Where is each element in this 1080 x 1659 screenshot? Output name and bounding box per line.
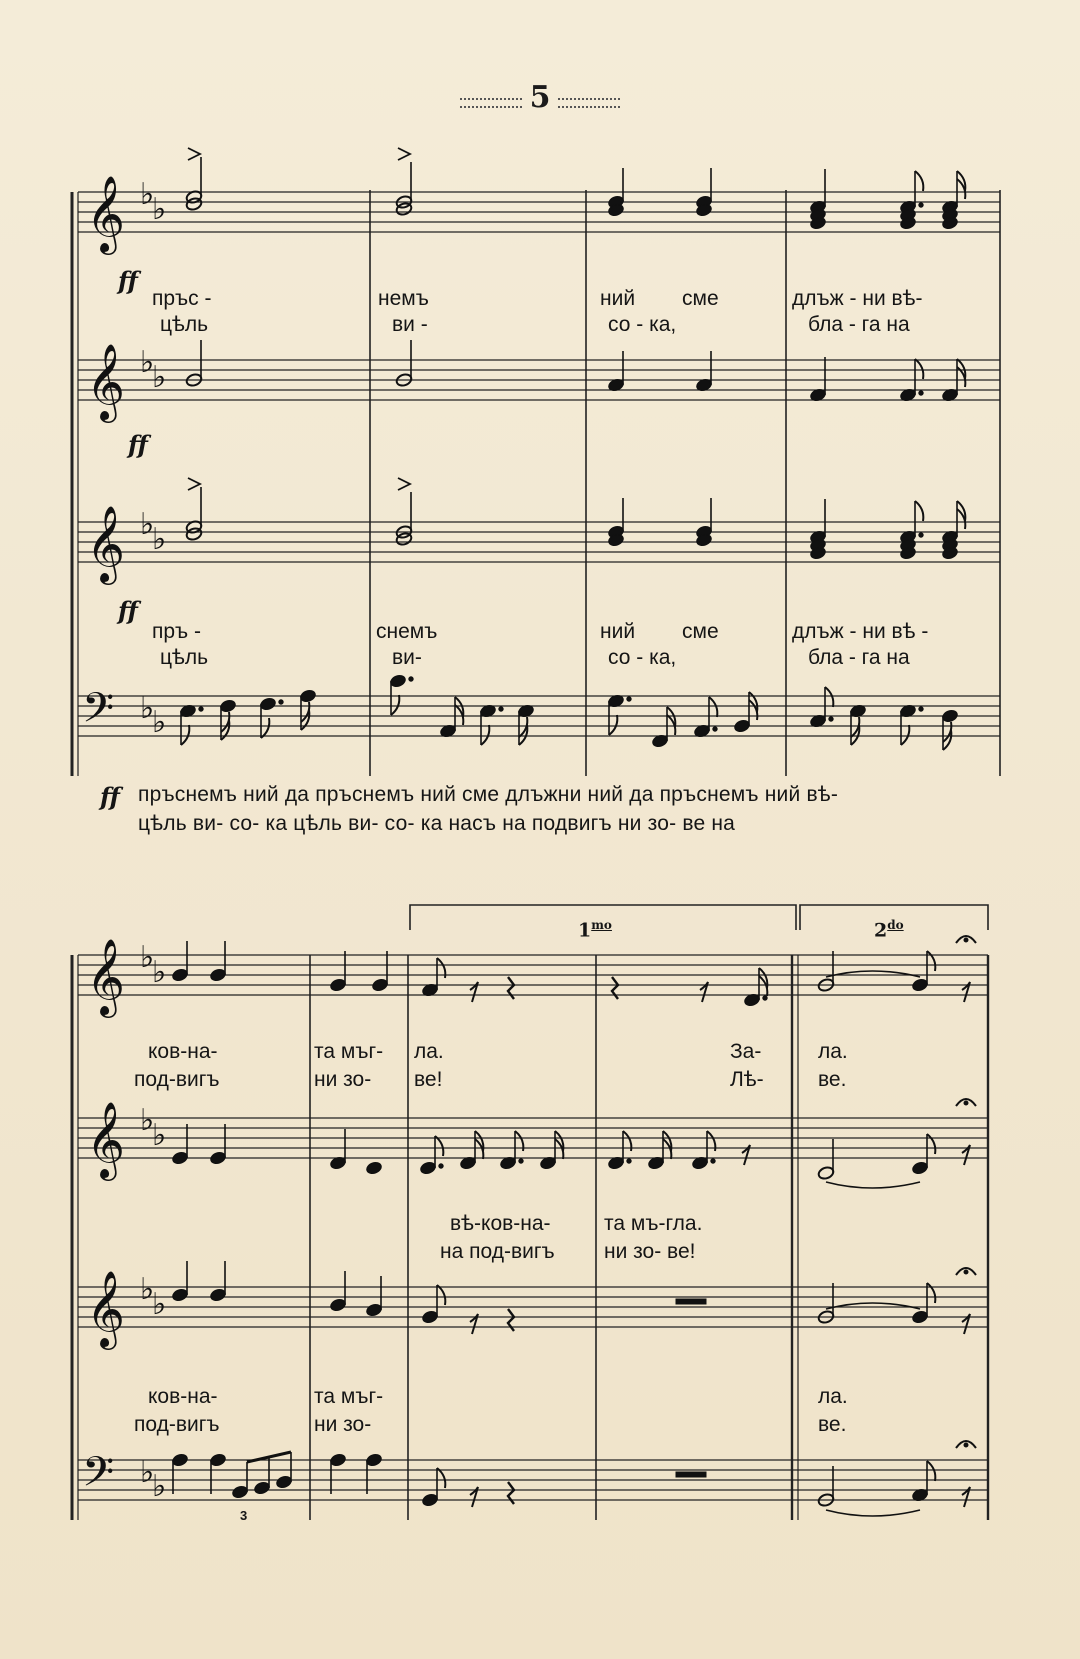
lyric: та мъ-гла. (604, 1212, 703, 1235)
lyric: под-вигъ (134, 1068, 220, 1091)
lyric: длъж - ни вѣ - (792, 620, 929, 643)
note-head (299, 689, 317, 704)
dynamic-ff: ff (118, 596, 138, 625)
flat-icon: ♭ (140, 177, 155, 212)
fermata-dot (964, 1270, 968, 1274)
note-flag (481, 725, 489, 745)
lyric: ла. (414, 1040, 444, 1063)
dynamic-ff: ff (100, 782, 120, 811)
note-flag (915, 359, 923, 379)
flat-icon: ♭ (152, 1118, 167, 1153)
note-head (209, 1151, 227, 1166)
tie (826, 971, 920, 977)
lyric: бла - га на (808, 646, 910, 669)
note-flag (901, 725, 909, 745)
note-dot (829, 717, 833, 721)
note-dot (439, 1164, 443, 1168)
quarter-rest (508, 1482, 514, 1504)
note-dot (519, 1159, 523, 1163)
flat-icon: ♭ (152, 955, 167, 990)
lyric: та мъг- (314, 1040, 384, 1063)
lyric: цѣль (160, 646, 209, 669)
lyric: ни зо- ве! (604, 1240, 696, 1263)
lyric: ве. (818, 1413, 847, 1436)
multi-rest (676, 1299, 706, 1304)
lyric: ла. (818, 1040, 848, 1063)
treble-clef-icon: 𝄞 (86, 505, 126, 582)
lyric: цѣль (160, 313, 209, 336)
note-dot (919, 707, 923, 711)
lyric: длъж - ни вѣ- (792, 287, 923, 310)
note-dot (919, 533, 923, 537)
note-dot (279, 700, 283, 704)
note-head (275, 1475, 293, 1490)
note-dot (409, 677, 413, 681)
lyric: ви - (392, 313, 428, 336)
lyric-line: пръснемъ ний да пръснемъ ний сме длъжни ний да пръснемъ ний вѣ- (138, 783, 839, 806)
lyric: Лѣ- (730, 1068, 764, 1091)
dynamic-ff: ff (128, 430, 148, 459)
note-head (371, 978, 389, 993)
lyric: вѣ-ков-на- (450, 1212, 551, 1235)
flat-icon: ♭ (140, 940, 155, 975)
flat-icon: ♭ (152, 1469, 167, 1504)
lyric: ви- (392, 646, 422, 669)
note-head (259, 697, 277, 712)
flat-icon: ♭ (140, 1455, 155, 1490)
note-head (395, 202, 413, 217)
note-head (817, 1166, 835, 1181)
volta-2-label: $2^{do}$ (874, 918, 904, 942)
note-head (171, 968, 189, 983)
lyric: на под-вигъ (440, 1240, 555, 1263)
tie (826, 1303, 920, 1309)
note-head (209, 1288, 227, 1303)
note-dot (713, 727, 717, 731)
accent-mark (398, 148, 410, 160)
accent-mark (398, 478, 410, 490)
note-head (365, 1303, 383, 1318)
lyric-line: цѣль ви- со- ка цѣль ви- со- ка насъ на подвигъ ни зо- ве на (138, 812, 736, 835)
note-flag (927, 1461, 935, 1481)
note-flag (927, 951, 935, 971)
note-flag (609, 715, 617, 735)
flat-icon: ♭ (152, 192, 167, 227)
note-flag (915, 501, 923, 521)
flat-icon: ♭ (140, 345, 155, 380)
note-head (171, 1151, 189, 1166)
note-head (253, 1481, 271, 1496)
lyric: со - ка, (608, 646, 677, 669)
lyric: ни зо- (314, 1068, 372, 1091)
accent-mark (188, 478, 200, 490)
note-dot (627, 697, 631, 701)
quarter-rest (508, 1309, 514, 1331)
quarter-rest (612, 977, 618, 999)
note-head (231, 1485, 249, 1500)
note-flag (181, 725, 189, 745)
note-head (421, 1310, 439, 1325)
note-head (171, 1288, 189, 1303)
lyric: бла - га на (808, 313, 910, 336)
note-head (419, 1161, 437, 1176)
note-dot (711, 1159, 715, 1163)
flat-icon: ♭ (152, 522, 167, 557)
lyric: ла. (818, 1385, 848, 1408)
lyric: ков-на- (148, 1040, 218, 1063)
note-head (329, 1453, 347, 1468)
tie (826, 1510, 920, 1516)
lyric: немъ (378, 287, 429, 310)
treble-clef-icon: 𝄞 (86, 1270, 126, 1347)
treble-clef-icon: 𝄞 (86, 343, 126, 420)
dynamic-ff: ff (118, 266, 138, 295)
note-head (185, 197, 203, 212)
flat-icon: ♭ (152, 705, 167, 740)
note-head (185, 527, 203, 542)
note-dot (199, 707, 203, 711)
fermata-dot (964, 938, 968, 942)
note-head (733, 719, 751, 734)
lyric: ни зо- (314, 1413, 372, 1436)
note-flag (709, 697, 717, 717)
triplet-mark: 3 (240, 1508, 248, 1523)
note-head (941, 709, 959, 724)
lyric: ний (600, 620, 636, 643)
note-dot (919, 391, 923, 395)
multi-rest (676, 1472, 706, 1477)
note-flag (927, 1134, 935, 1154)
lyric: под-вигъ (134, 1413, 220, 1436)
flat-icon: ♭ (140, 1272, 155, 1307)
lyric: ве! (414, 1068, 443, 1091)
note-flag (437, 1285, 445, 1305)
flat-icon: ♭ (152, 360, 167, 395)
lyric: ний (600, 287, 636, 310)
lyric: сме (682, 287, 719, 310)
note-flag (437, 1468, 445, 1488)
note-flag (915, 171, 923, 191)
note-dot (919, 203, 923, 207)
note-head (329, 1298, 347, 1313)
lyric: За- (730, 1040, 762, 1063)
volta-1-label: $1^{mo}$ (578, 918, 612, 942)
note-head (395, 532, 413, 547)
note-flag (825, 687, 833, 707)
lyric: ве. (818, 1068, 847, 1091)
note-head (209, 968, 227, 983)
flat-icon: ♭ (140, 691, 155, 726)
note-head (365, 1453, 383, 1468)
note-head (911, 1161, 929, 1176)
note-flag (927, 1283, 935, 1303)
fermata-dot (964, 1443, 968, 1447)
note-head (911, 1310, 929, 1325)
treble-clef-icon: 𝄞 (86, 938, 126, 1015)
lyric: со - ка, (608, 313, 677, 336)
note-head (219, 699, 237, 714)
page-number: 5 (529, 80, 551, 115)
accent-mark (188, 148, 200, 160)
lyric: пръс - (152, 287, 212, 310)
note-head (911, 978, 929, 993)
treble-clef-icon: 𝄞 (86, 175, 126, 252)
note-dot (763, 996, 767, 1000)
note-head (329, 978, 347, 993)
clefs-and-keys (82, 175, 166, 1506)
note-flag (261, 718, 269, 738)
lyric: сме (682, 620, 719, 643)
bass-clef-icon: 𝄢 (82, 684, 115, 742)
quarter-rest (508, 977, 514, 999)
flat-icon: ♭ (140, 507, 155, 542)
treble-clef-icon: 𝄞 (86, 1101, 126, 1178)
note-flag (391, 695, 399, 715)
lyric: та мъг- (314, 1385, 384, 1408)
note-dot (499, 707, 503, 711)
lyric: снемъ (376, 620, 438, 643)
flat-icon: ♭ (152, 1287, 167, 1322)
note-flag (435, 1136, 443, 1156)
fermata-dot (964, 1101, 968, 1105)
note-head (389, 674, 407, 689)
note-head (171, 1453, 189, 1468)
note-dot (627, 1159, 631, 1163)
note-head (365, 1161, 383, 1176)
tie (826, 1182, 920, 1188)
flat-icon: ♭ (140, 1103, 155, 1138)
bass-clef-icon: 𝄢 (82, 1448, 115, 1506)
note-head (421, 1493, 439, 1508)
lyric: пръ - (152, 620, 202, 643)
lyric: ков-на- (148, 1385, 218, 1408)
note-head (209, 1453, 227, 1468)
